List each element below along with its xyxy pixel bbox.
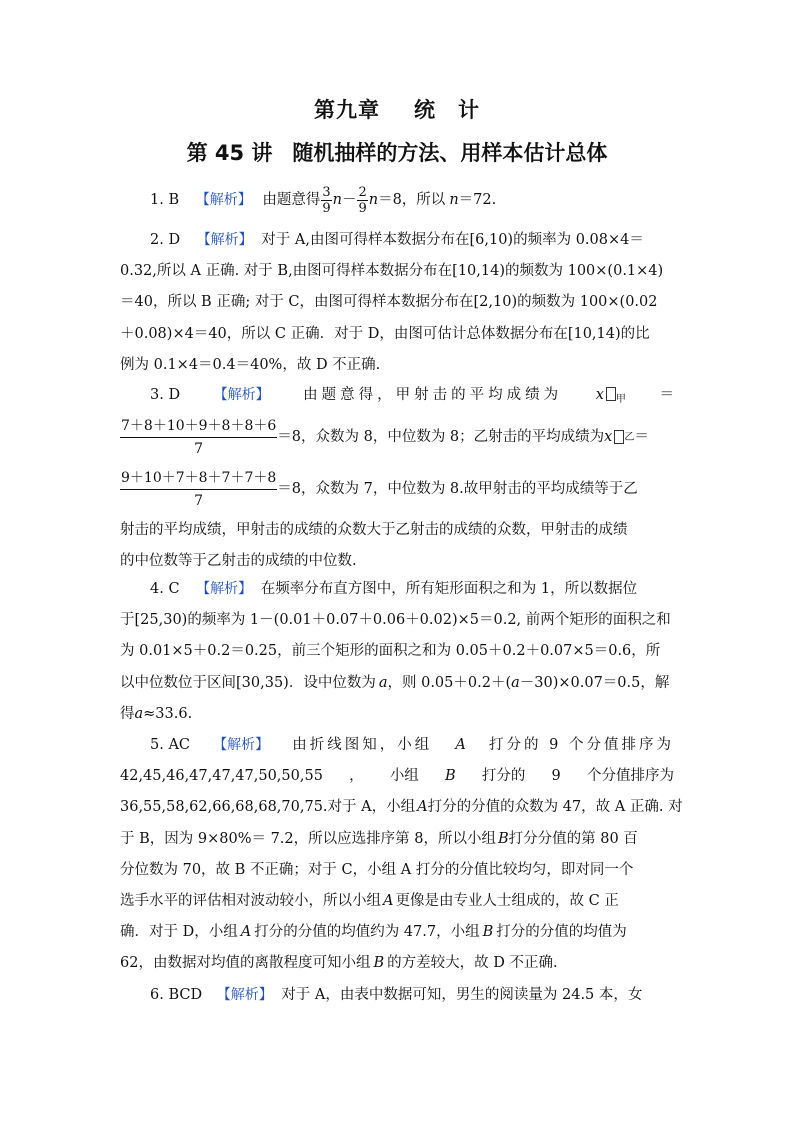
answer-2 (120, 225, 674, 381)
answer-5-label: 5. AC (150, 737, 191, 753)
fraction: $\frac{3}{9}$ (322, 184, 331, 216)
answer-4-line: 得a≈33.6. (120, 705, 193, 722)
answer-1-label: 1. B (150, 192, 180, 208)
answer-5-line: 42,45,46,47,47,47,50,50,55 ， 小组 B 打分的 9 个分值排序为 (120, 768, 674, 785)
answer-4 (120, 574, 674, 730)
overline-placeholder-icon (606, 387, 616, 401)
chapter-topic: 统 计 (414, 98, 480, 122)
answer-5-line: 分位数为 70，故 B 不正确；对于 C，小组 A 打分的分值比较均匀，即对同一个 (120, 861, 634, 878)
answer-2-label: 2. D (150, 232, 181, 248)
fraction: 7＋8＋10＋9＋8＋8＋6 7 (120, 415, 277, 460)
answer-4-line: 在频率分布直方图中，所有矩形面积之和为 1，所以数据位 (260, 581, 638, 597)
fraction: 9＋10＋7＋8＋7＋7＋8 7 (120, 467, 277, 512)
analysis-tag: 【解析】 (216, 987, 273, 1003)
answer-3-mean-a: 7＋8＋10＋9＋8＋8＋6 7 ＝8，众数为 8，中位数为 8；乙射击的平均成绩为 x 乙 ＝ (120, 411, 674, 463)
answer-4-line: 为 0.01×5＋0.2＝0.25，前三个矩形的面积之和为 0.05＋0.2＋0.07×5＝0.6，所 (120, 643, 661, 660)
answer-4-line: 以中位数位于区间[30,35)．设中位数为 a，则 0.05＋0.2＋(a－30)×0.07＝0.5，解 (120, 674, 670, 691)
answer-1-text: 由题意得 (262, 192, 321, 208)
analysis-tag: 【解析】 (195, 192, 252, 208)
analysis-tag: 【解析】 (213, 737, 270, 753)
answer-2-line: ＝40，所以 B 正确; 对于 C，由图可得样本数据分布在[2,10)的频数为 100×(0.02 (120, 294, 658, 311)
analysis-tag: 【解析】 (196, 232, 253, 248)
answer-5-line: 62，由数据对均值的离散程度可知小组 B 的方差较大，故 D 不正确. (120, 955, 558, 972)
overline-placeholder-icon (614, 430, 624, 444)
lesson-name: 随机抽样的方法、用样本估计总体 (292, 141, 608, 165)
answer-5-line: 选手水平的评估相对波动较小，所以小组 A 更像是由专业人士组成的，故 C 正 (120, 892, 619, 909)
answer-3: 3. D 【解析】 由题意得，甲射击的平均成绩为 x $_甲$ ＝ 7＋8＋10＋9＋8＋8＋6 7 ＝8，众数为 8，中位数为 8；乙射击的平均成绩为 x 乙 ＝ 9＋10＋7＋8＋7＋7＋8 7 ＝8，众数为 7，中位数为 8.故甲射击的平均成绩等于乙 射击的平均成绩，甲射击的成绩的众数大于乙射击的成绩的众数，甲射击的成绩 的中位数等于乙射击的成绩的中位数. (120, 380, 674, 578)
fraction: $\frac{2}{9}$ (358, 184, 367, 216)
answer-3-line: 由题意得，甲射击的平均成绩为 (303, 387, 563, 403)
answer-5-line: 于 B，因为 9×80%＝ 7.2，所以应选排序第 8，所以小组 B打分分值的第 80 百 (120, 830, 638, 847)
answer-5-line: 确．对于 D，小组 A 打分的分值的均值约为 47.7，小组 B 打分的分值的均值为 (120, 924, 627, 941)
answer-2-line: ＋0.08)×4＝40，所以 C 正确．对于 D，由图可估计总体数据分布在[10,14)的比 (120, 325, 650, 342)
lesson-number: 第 45 讲 (186, 141, 273, 165)
answer-5: 5. AC 【解析】 由折线图知，小组 A 打分的 9 个分值排序为 42,45,46,47,47,47,50,50,55 ， 小组 B 打分的 9 个分值排序为 36,55,58,62,66,68,68,70,75.对于 A，小组 A打分的分值的众数为 47，故 A 正确. 对 于 B，因为 9×80%＝ 7.2，所以应选排序第 8，所以小组 B打分分值的第 80 百 分位数为 70，故 B 不正确；对于 C，小组 A 打分的分值比较均匀，即对同一个 选手水平的评估相对波动较小，所以小组 A 更像是由专业人士组成的，故 C 正 确．对于 D，小组 A 打分的分值的均值约为 47.7，小组 B 打分的分值的均值为 62，由数据对均值的离散程度可知小组 B 的方差较大，故 D 不正确. (120, 730, 674, 980)
answer-6-label: 6. BCD (150, 987, 203, 1003)
answer-2-line: 例为 0.1×4＝0.4＝40%，故 D 不正确. (120, 356, 381, 373)
answer-2-line: 对于 A,由图可得样本数据分布在[6,10)的频率为 0.08×4＝ (261, 232, 644, 248)
lesson-title (0, 137, 794, 167)
analysis-tag: 【解析】 (196, 581, 253, 597)
answer-3-line: 的中位数等于乙射击的成绩的中位数. (120, 553, 357, 570)
answer-5-line: 36,55,58,62,66,68,68,70,75.对于 A，小组 A打分的分值的众数为 47，故 A 正确. 对 (120, 799, 683, 816)
answer-3-label: 3. D (150, 387, 181, 403)
answer-1: 1. B 【解析】 由题意得 $\frac{3}{9}$ n－ $\frac{2}{9}$ n＝8，所以 n＝72. (150, 184, 497, 216)
chapter-title (0, 94, 794, 124)
answer-3-line: 射击的平均成绩，甲射击的成绩的众数大于乙射击的成绩的众数，甲射击的成绩 (120, 522, 628, 539)
answer-4-line: 于[25,30)的频率为 1－(0.01＋0.07＋0.06＋0.02)×5＝0.2, 前两个矩形的面积之和 (120, 612, 671, 629)
variable-n: n (368, 192, 379, 208)
variable-n: n (332, 192, 342, 208)
analysis-tag: 【解析】 (213, 387, 270, 403)
answer-2-line: 0.32,所以 A 正确. 对于 B,由图可得样本数据分布在[10,14)的频数为 100×(0.1×4) (120, 263, 664, 280)
chapter-number: 第九章 (314, 98, 380, 122)
answer-6-line: 对于 A，由表中数据可知，男生的阅读量为 24.5 本，女 (281, 987, 643, 1003)
answer-4-label: 4. C (150, 581, 180, 597)
answer-6 (120, 980, 674, 1011)
answer-3-mean-b: 9＋10＋7＋8＋7＋7＋8 7 ＝8，众数为 7，中位数为 8.故甲射击的平均成绩等于乙 (120, 463, 674, 515)
